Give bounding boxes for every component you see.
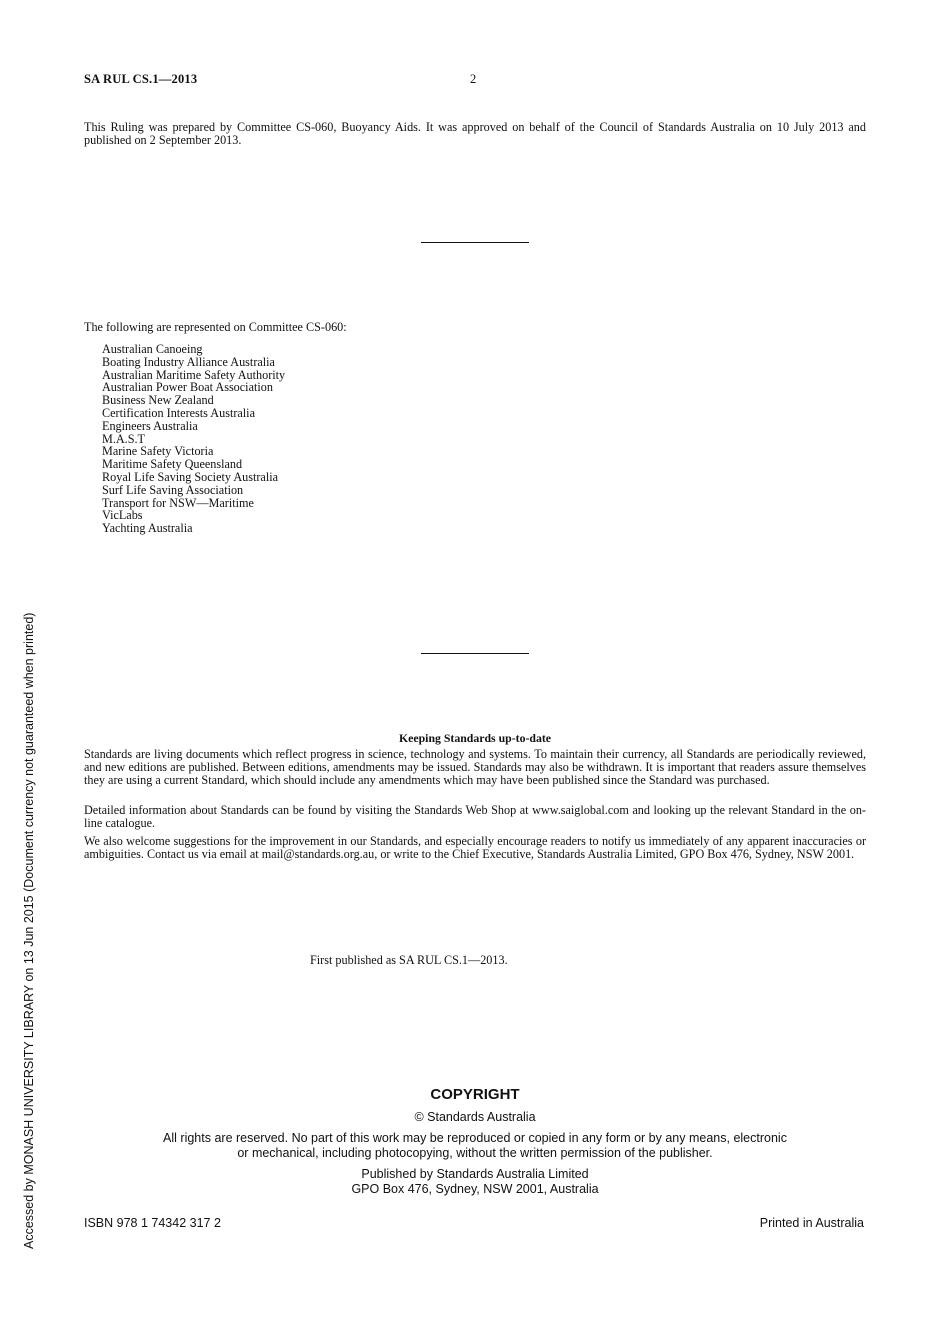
committee-organisation-list [102, 343, 285, 535]
committee-organisation: Surf Life Saving Association [102, 482, 244, 497]
committee-organisation: M.A.S.T [102, 431, 146, 446]
committee-organisation: Yachting Australia [102, 521, 193, 536]
page-number: 2 [470, 72, 477, 86]
isbn: ISBN 978 1 74342 317 2 [84, 1216, 221, 1230]
rights-statement: All rights are reserved. No part of this work may be reproduced or copied in any form or by any means, electronic [163, 1131, 787, 1145]
copyright-owner: © Standards Australia [414, 1110, 536, 1124]
keeping-standards-paragraph: We also welcome suggestions for the improvement in our Standards, and especially encourage readers to notify us immediately of any apparent inaccuracies or ambiguities. Contact us via email at mail@standards.org.au, or write to the Chief Executive, Standards Australia Limited, GPO Box 476, Sydney, NSW 2001. [84, 834, 866, 862]
document-code: SA RUL CS.1—2013 [84, 72, 198, 86]
printed-in-note: Printed in Australia [759, 1216, 864, 1230]
section-divider [421, 242, 529, 243]
committee-organisation: Australian Canoeing [102, 342, 203, 356]
publisher-address: GPO Box 476, Sydney, NSW 2001, Australia [351, 1182, 599, 1196]
committee-organisation: Certification Interests Australia [102, 405, 255, 420]
committee-organisation: Australian Maritime Safety Authority [102, 367, 286, 382]
committee-organisation: Boating Industry Alliance Australia [102, 354, 275, 369]
first-published-note: First published as SA RUL CS.1—2013. [310, 953, 508, 967]
keeping-standards-title: Keeping Standards up-to-date [398, 731, 552, 745]
keeping-standards-paragraph: Detailed information about Standards can be found by visiting the Standards Web Shop at www.saiglobal.com and looking up the relevant Standard in the on-line catalogue. [84, 803, 866, 831]
section-divider [421, 653, 529, 654]
committee-organisation: Marine Safety Victoria [102, 444, 214, 459]
committee-organisation: Royal Life Saving Society Australia [102, 469, 279, 484]
committee-organisation: VicLabs [102, 508, 143, 523]
committee-organisation: Business New Zealand [102, 393, 214, 408]
committee-organisation: Maritime Safety Queensland [102, 457, 243, 472]
committee-organisation: Transport for NSW—Maritime [102, 495, 254, 510]
rights-statement: or mechanical, including photocopying, without the written permission of the publisher. [237, 1146, 713, 1160]
publisher-line: Published by Standards Australia Limited [361, 1167, 589, 1181]
keeping-standards-paragraph: Standards are living documents which reflect progress in science, technology and systems. To maintain their currency, all Standards are periodically reviewed, and new editions are published. Between editions, amendments may be issued. Standards may also be withdrawn. It is important that readers assure themselves they are using a current Standard, which should include any amendments which may have been published since the Standard was purchased. [84, 747, 866, 788]
committee-organisation: Engineers Australia [102, 418, 198, 433]
access-watermark: Accessed by MONASH UNIVERSITY LIBRARY on 13 Jun 2015 (Document currency not guaranteed when printed) [22, 612, 36, 1249]
committee-organisation: Australian Power Boat Association [102, 380, 273, 395]
committee-representation-intro: The following are represented on Committee CS-060: [84, 320, 347, 334]
ruling-preparation-statement: This Ruling was prepared by Committee CS-060, Buoyancy Aids. It was approved on behalf of the Council of Standards Australia on 10 July 2013 and published on 2 September 2013. [84, 120, 866, 148]
copyright-title: COPYRIGHT [430, 1086, 520, 1103]
